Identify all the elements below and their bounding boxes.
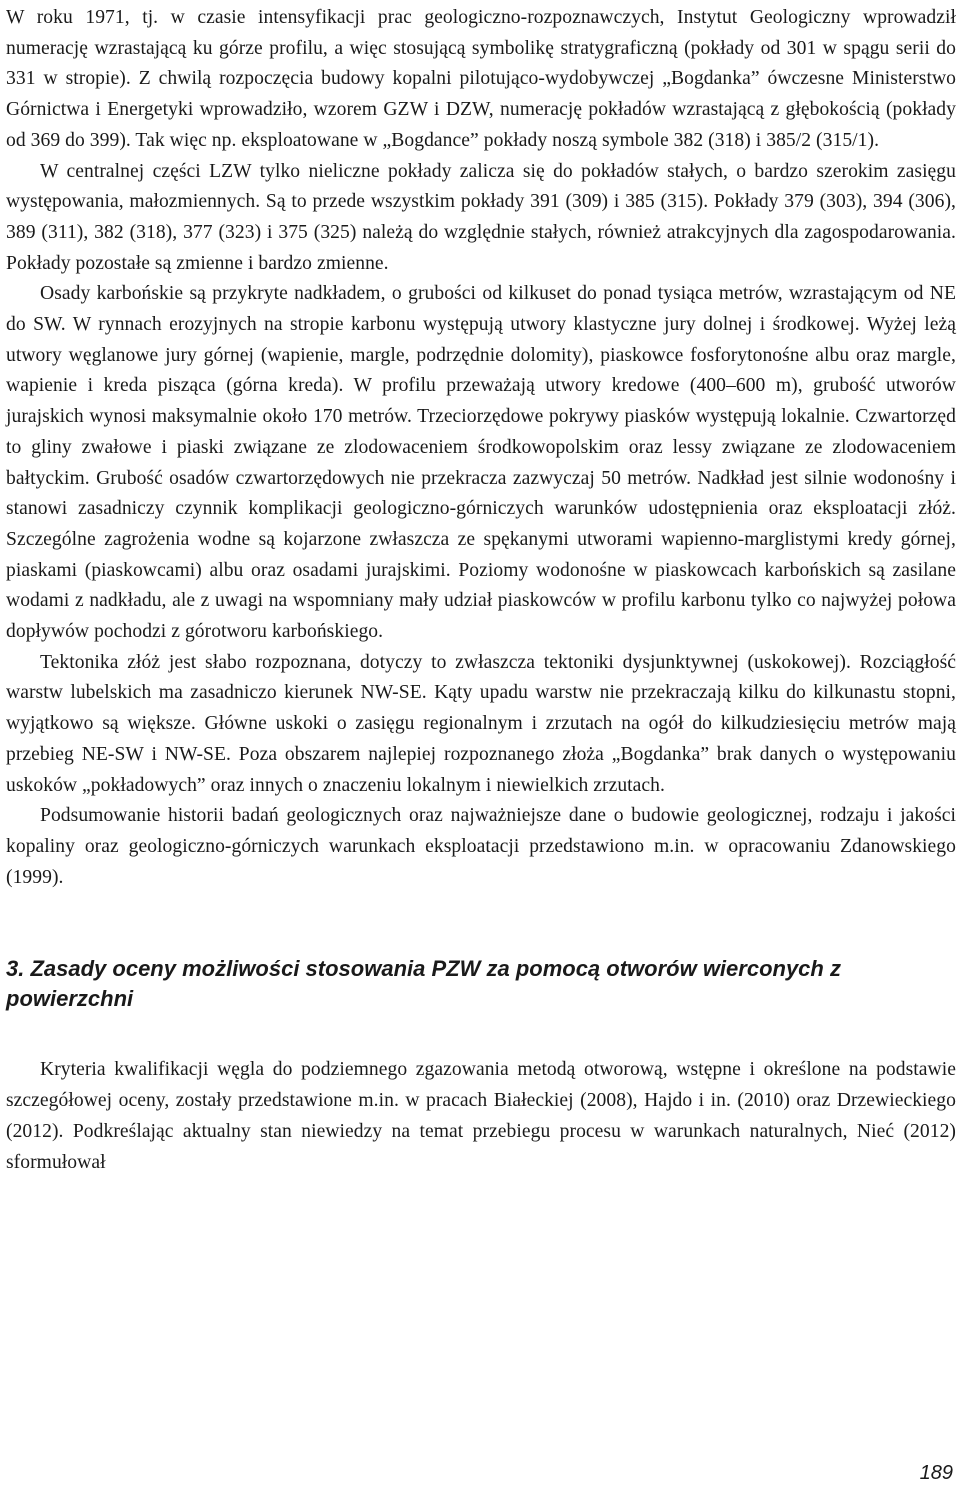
paragraph-seam-stability: W centralnej części LZW tylko nieliczne pokłady zalicza się do pokładów stałych, o bardzo szerokim zasięgu występowania, małozmiennych. Są to przede wszystkim pokłady 391 (309) i 385 (315). Pokłady 379 (303), 394 (306), 389 (311), 382 (318), 377 (323) i 375 (325) należą do względnie stałych, również atrakcyjnych dla zagospodarowania. Pokłady pozostałe są zmienne i bardzo zmienne. bbox=[6, 160, 956, 274]
paragraph-section-intro: Kryteria kwalifikacji węgla do podziemnego zgazowania metodą otworową, wstępne i określone na podstawie szczegółowej oceny, zostały przedstawione m.in. w pracach Białeckiej (2008), Hajdo i in. (2010) oraz Drzewieckiego (2012). Podkreślając aktualny stan niewiedzy na temat przebiegu procesu w warunkach naturalnych, Nieć (2012) sformułował bbox=[6, 1059, 956, 1173]
paragraph-tectonics: Tektonika złóż jest słabo rozpoznana, dotyczy to zwłaszcza tektoniki dysjunktywnej (uskokowej). Rozciągłość warstw lubelskich ma zasadniczo kierunek NW-SE. Kąty upadu warstw nie przekraczają kilku do kilkunastu stopni, wyjątkowo są większe. Główne uskoki o zasięgu regionalnym i zrzutach na ogół do kilkudziesięciu metrów mają przebieg NE-SW i NW-SE. Poza obszarem najlepiej rozpoznanego złoża „Bogdanka” brak danych o występowaniu uskoków „pokładowych” oraz innych o znaczeniu lokalnym i niewielkich zrzutach. bbox=[6, 651, 956, 796]
paragraph-seam-numbering: W roku 1971, tj. w czasie intensyfikacji prac geologiczno-rozpoznawczych, Instytut Geologiczny wprowadził numerację wzrastającą ku górze profilu, a więc stosującą symbolikę stratygraficzną (pokłady od 301 w spągu serii do 331 w stropie). Z chwilą rozpoczęcia budowy kopalni pilotująco-wydobywczej „Bogdanka” ówczesne Ministerstwo Górnictwa i Energetyki wprowadziło, wzorem GZW i DZW, numerację pokładów wzrastającą z głębokością (pokłady od 369 do 399). Tak więc np. eksploatowane w „Bogdance” pokłady noszą symbole 382 (318) i 385/2 (315/1). bbox=[6, 7, 956, 151]
section-heading: 3. Zasady oceny możliwości stosowania PZW za pomocą otworów wierconych z powierzchni bbox=[6, 956, 841, 1012]
paragraph-summary: Podsumowanie historii badań geologicznych oraz najważniejsze dane o budowie geologicznej, rodzaju i jakości kopaliny oraz geologiczno-górniczych warunkach eksploatacji przedstawiono m.in. w opracowaniu Zdanowskiego (1999). bbox=[6, 805, 956, 888]
page-body bbox=[6, 0, 956, 1178]
paragraph-overburden: Osady karbońskie są przykryte nadkładem, o grubości od kilkuset do ponad tysiąca metrów, wzrastającym od NE do SW. W rynnach erozyjnych na stropie karbonu występują utwory klastyczne jury dolnej i środkowej. Wyżej leżą utwory węglanowe jury górnej (wapienie, margle, podrzędnie dolomity), piaskowce fosforytonośne albu oraz margle, wapienie i kreda pisząca (górna kreda). W profilu przeważają utwory kredowe (400–600 m), grubość utworów jurajskich wynosi maksymalnie około 170 metrów. Trzeciorzędowe pokrywy piasków występują lokalnie. Czwartorzęd to gliny zwałowe i piaski związane ze zlodowaceniem środkowopolskim oraz lessy związane ze zlodowaceniem bałtyckim. Grubość osadów czwartorzędowych nie przekracza zazwyczaj 50 metrów. Nadkład jest silnie wodonośny i stanowi zasadniczy czynnik komplikacji geologiczno-górniczych warunków udostępnienia oraz eksploatacji złóż. Szczególne zagrożenia wodne są kojarzone zwłaszcza ze spękanymi utworami wapienno-marglistymi kredy górnej, piaskami (piaskowcami) albu oraz osadami jurajskimi. Poziomy wodonośne w piaskowcach karbońskich są zasilane wodami z nadkładu, ale z uwagi na wspomniany mały udział piaskowców w profilu karbonu tylko co najwyżej połowa dopływów pochodzi z górotworu karbońskiego. bbox=[6, 283, 956, 643]
page-number: 189 bbox=[919, 1462, 953, 1484]
